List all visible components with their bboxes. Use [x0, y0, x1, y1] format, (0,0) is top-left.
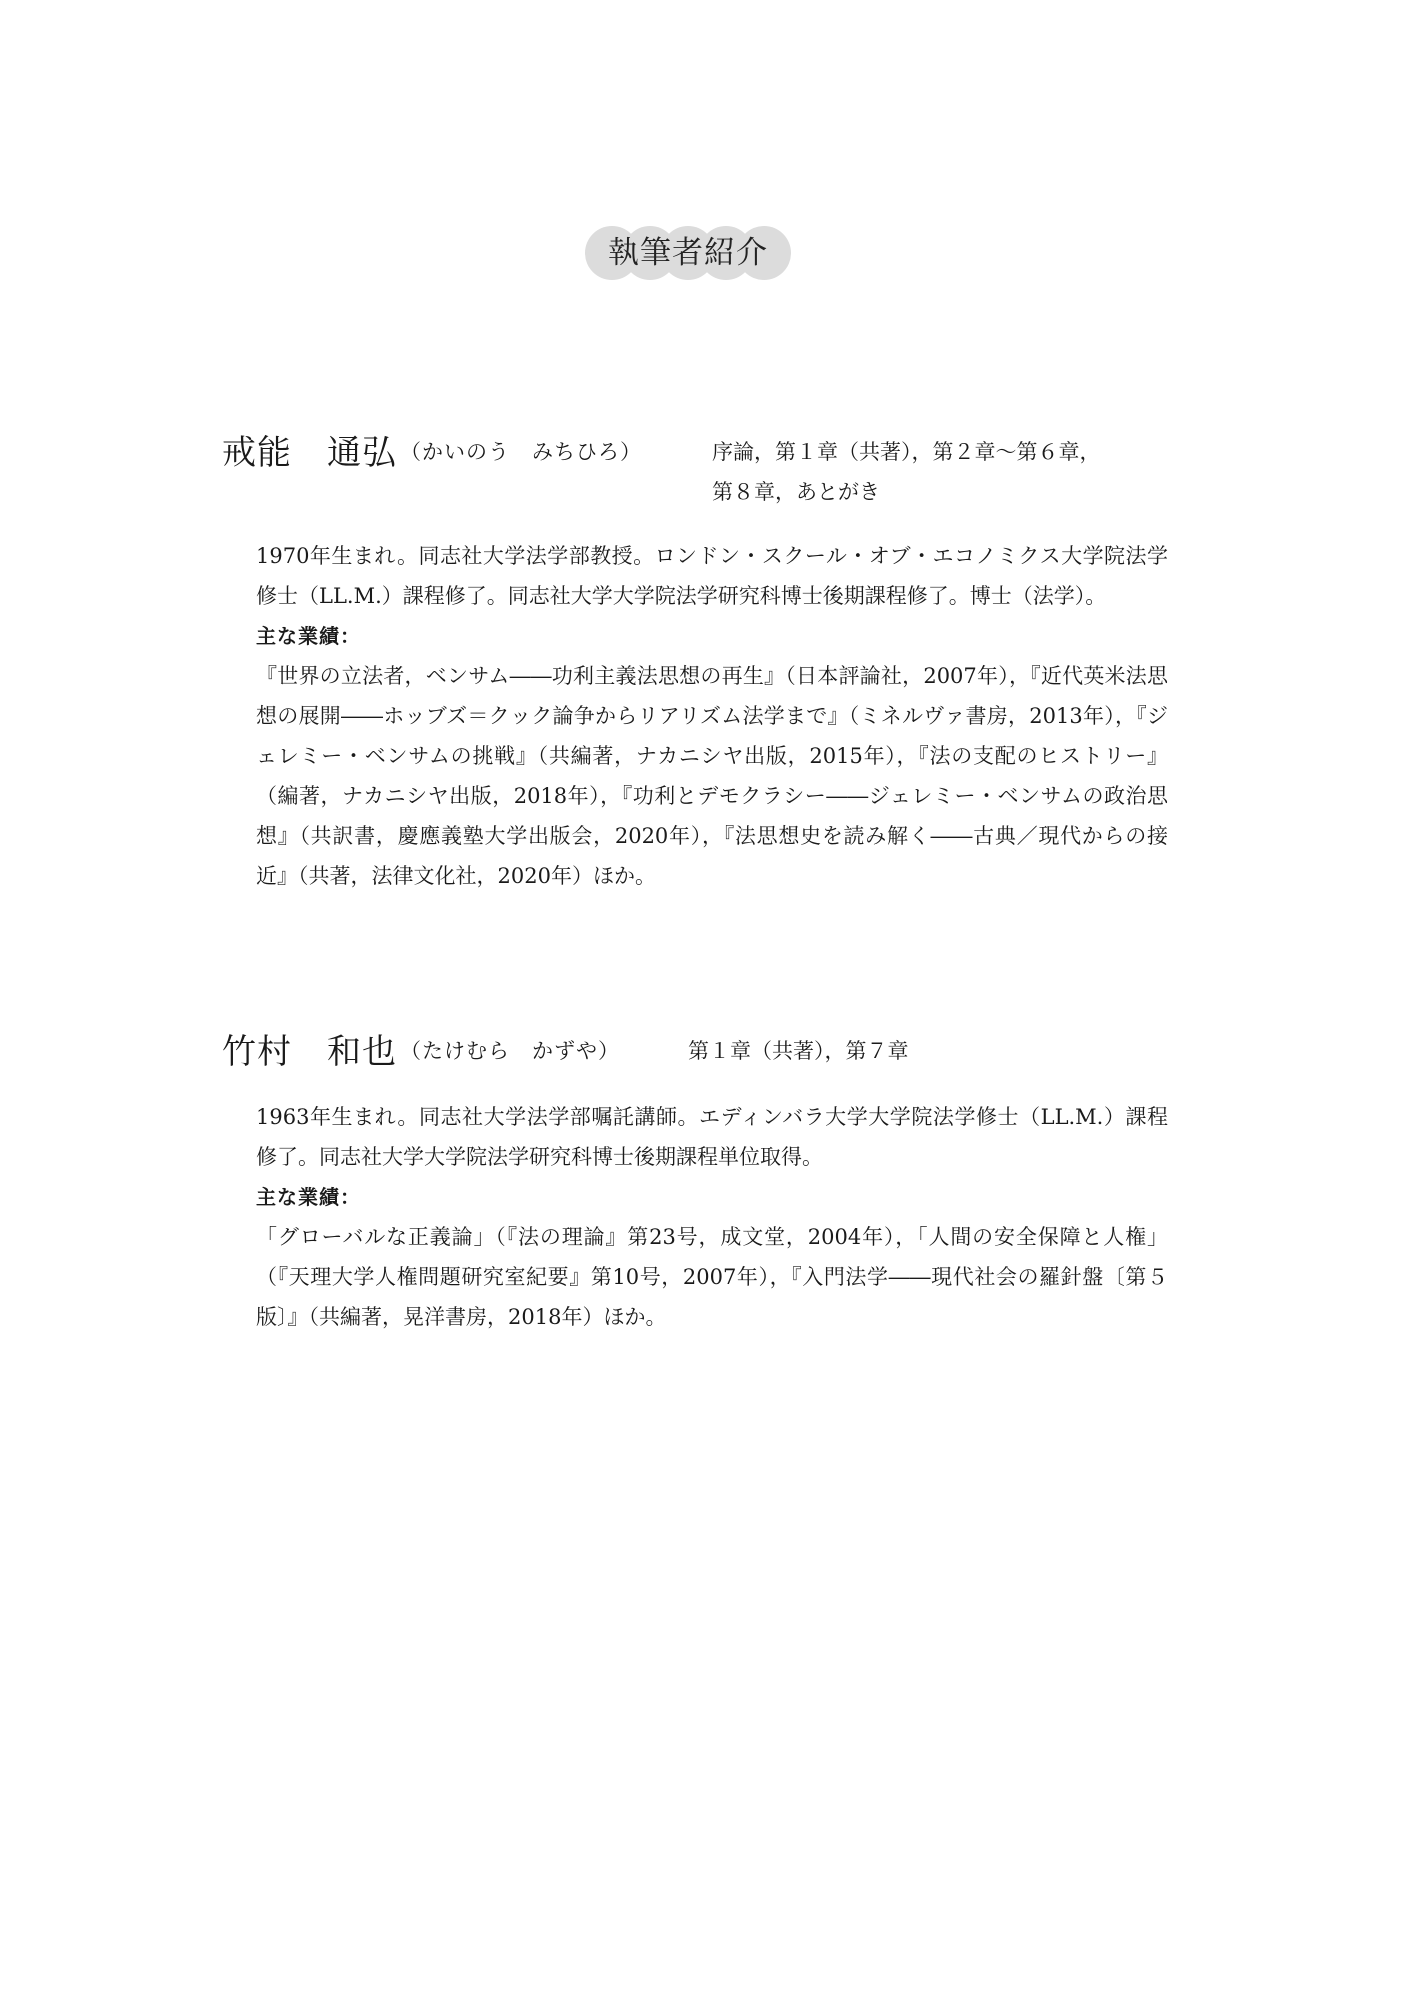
- bio-text: 1970年生まれ。同志社大学法学部教授。ロンドン・スクール・オブ・エコノミクス大学院法学修士（LL.M.）課程修了。同志社大学大学院法学研究科博士後期課程修了。博士（法学）。: [256, 544, 1168, 608]
- works-text: 「グローバルな正義論」（『法の理論』第23号，成文堂，2004年），「人間の安全保障と人権」（『天理大学人権問題研究室紀要』第10号，2007年），『入門法学――現代社会の羅針盤〔第５版〕』（共編著，晃洋書房，2018年）ほか。: [256, 1225, 1168, 1329]
- works-heading: 主な業績：: [256, 1185, 361, 1209]
- author-name: 竹村 和也: [222, 1032, 397, 1072]
- author-header: [222, 428, 1172, 504]
- author-name: 戒能 通弘: [222, 433, 397, 473]
- author-header: [222, 1027, 1172, 1077]
- bio-text: 1963年生まれ。同志社大学法学部嘱託講師。エディンバラ大学大学院法学修士（LL.M.）課程修了。同志社大学大学院法学研究科博士後期課程単位取得。: [256, 1105, 1168, 1169]
- page-title-block: [585, 220, 791, 286]
- works-text: 『世界の立法者，ベンサム――功利主義法思想の再生』（日本評論社，2007年），『近代英米法思想の展開――ホッブズ＝クック論争からリアリズム法学まで』（ミネルヴァ書房，2013年），『ジェレミー・ベンサムの挑戦』（共編著，ナカニシヤ出版，2015年），『法の支配のヒストリー』（編著，ナカニシヤ出版，2018年），『功利とデモクラシー――ジェレミー・ベンサムの政治思想』（共訳書，慶應義塾大学出版会，2020年），『法思想史を読み解く――古典／現代からの接近』（共著，法律文化社，2020年）ほか。: [256, 664, 1168, 888]
- chapters-line: 第１章（共著），第７章: [688, 1039, 909, 1063]
- author-entry-takemura: [222, 1027, 1172, 1329]
- author-entry-kaino: [222, 428, 1172, 888]
- author-bio: [256, 1097, 1168, 1337]
- author-chapters: [688, 1031, 909, 1071]
- author-bio: [256, 536, 1168, 896]
- works-heading: 主な業績：: [256, 624, 361, 648]
- author-name-reading: （たけむら かずや）: [400, 1039, 620, 1063]
- author-name-reading: （かいのう みちひろ）: [400, 440, 642, 464]
- chapters-line: 序論，第１章（共著），第２章〜第６章，: [712, 440, 1101, 464]
- author-chapters: [712, 432, 1101, 512]
- page-title: 執筆者紹介: [608, 235, 768, 271]
- chapters-line: 第８章，あとがき: [712, 480, 880, 504]
